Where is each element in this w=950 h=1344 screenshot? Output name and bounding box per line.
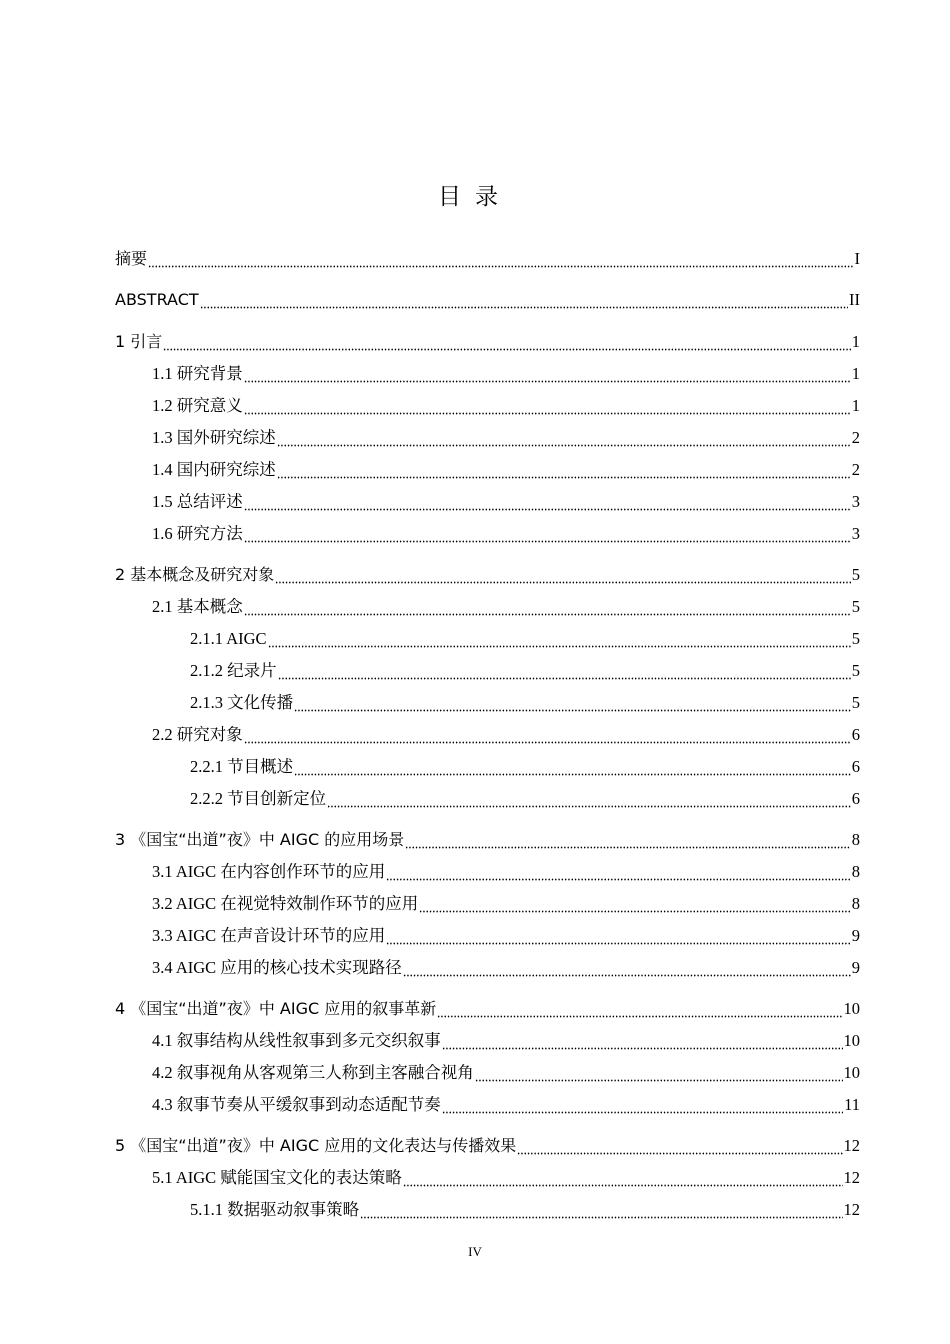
dot-leader — [244, 724, 851, 746]
toc-entry[interactable] — [152, 1165, 860, 1189]
toc-entry[interactable] — [152, 955, 860, 979]
dot-leader — [268, 628, 851, 650]
toc-entry-text: 5.1.1 数据驱动叙事策略 — [190, 1200, 360, 1219]
toc-entry[interactable] — [190, 690, 860, 714]
toc-entry-text: 3 《国宝“出道”夜》中 AIGC 的应用场景 — [115, 830, 405, 849]
toc-entry-page: 9 — [851, 958, 860, 977]
toc-entry-page: 2 — [851, 460, 860, 479]
toc-entry-text: 1.1 研究背景 — [152, 364, 243, 383]
toc-entry-text: 3.2 AIGC 在视觉特效制作环节的应用 — [152, 894, 419, 913]
dot-leader — [148, 248, 853, 270]
dot-leader — [403, 957, 851, 979]
toc-entry-page: 6 — [851, 725, 860, 744]
toc-entry-page: 9 — [851, 926, 860, 945]
toc-title: 目录 — [438, 184, 512, 210]
toc-entry[interactable] — [190, 626, 860, 650]
toc-entry[interactable] — [152, 361, 860, 385]
toc-entry-page: 5 — [851, 565, 860, 584]
toc-entry-page: 3 — [851, 492, 860, 511]
dot-leader — [294, 756, 851, 778]
toc-entry-page: 12 — [843, 1200, 860, 1219]
toc-entry-page: 12 — [843, 1168, 860, 1187]
dot-leader — [244, 491, 851, 513]
toc-entry[interactable] — [115, 827, 860, 851]
toc-entry-text: 2.1.2 纪录片 — [190, 661, 277, 680]
toc-entry-page: 11 — [844, 1095, 860, 1114]
toc-entry-text: 摘要 — [115, 249, 148, 268]
toc-entry[interactable] — [115, 287, 860, 311]
dot-leader — [517, 1135, 842, 1157]
toc-entry[interactable] — [152, 425, 860, 449]
toc-entry-page: 1 — [851, 396, 860, 415]
toc-entry-page: 5 — [851, 693, 860, 712]
dot-leader — [277, 459, 851, 481]
toc-entry-page: 6 — [851, 757, 860, 776]
toc-entry-text: 2.2.2 节目创新定位 — [190, 789, 327, 808]
dot-leader — [386, 925, 850, 947]
toc-entry[interactable] — [115, 562, 860, 586]
toc-entry[interactable] — [190, 786, 860, 810]
dot-leader — [244, 596, 851, 618]
toc-entry[interactable] — [190, 754, 860, 778]
dot-leader — [442, 1094, 843, 1116]
toc-entry[interactable] — [152, 521, 860, 545]
page-number-footer: IV — [468, 1244, 482, 1259]
dot-leader — [442, 1030, 843, 1052]
toc-entry-page: 5 — [851, 661, 860, 680]
toc-entry-text: ABSTRACT — [115, 290, 199, 309]
toc-entry-text: 2.1.3 文化传播 — [190, 693, 294, 712]
toc-entry-page: 8 — [851, 894, 860, 913]
dot-leader — [475, 1062, 843, 1084]
toc-entry[interactable] — [190, 658, 860, 682]
dot-leader — [405, 829, 850, 851]
toc-entry-page: 10 — [843, 999, 860, 1018]
dot-leader — [386, 861, 850, 883]
toc-entry-text: 3.4 AIGC 应用的核心技术实现路径 — [152, 958, 402, 977]
toc-entry[interactable] — [152, 1060, 860, 1084]
toc-entry-text: 2 基本概念及研究对象 — [115, 565, 275, 584]
toc-entry-text: 3.1 AIGC 在内容创作环节的应用 — [152, 862, 386, 881]
dot-leader — [277, 427, 851, 449]
toc-entry-text: 4.3 叙事节奏从平缓叙事到动态适配节奏 — [152, 1095, 441, 1114]
toc-entry[interactable] — [152, 891, 860, 915]
dot-leader — [419, 893, 850, 915]
dot-leader — [244, 363, 851, 385]
toc-entry-text: 1.6 研究方法 — [152, 524, 243, 543]
toc-entry-page: 5 — [851, 629, 860, 648]
toc-entry-text: 2.2.1 节目概述 — [190, 757, 294, 776]
toc-entry-text: 2.1 基本概念 — [152, 597, 243, 616]
toc-entry[interactable] — [152, 457, 860, 481]
dot-leader — [327, 788, 851, 810]
dot-leader — [244, 523, 851, 545]
toc-entry[interactable] — [152, 923, 860, 947]
dot-leader — [275, 564, 850, 586]
toc-entry-page: II — [849, 290, 860, 309]
toc-entry-text: 1.4 国内研究综述 — [152, 460, 276, 479]
toc-entry[interactable] — [152, 859, 860, 883]
toc-entry[interactable] — [115, 996, 860, 1020]
toc-entry-page: 12 — [843, 1136, 860, 1155]
toc-entry-text: 4.2 叙事视角从客观第三人称到主客融合视角 — [152, 1063, 474, 1082]
toc-entry-text: 5.1 AIGC 赋能国宝文化的表达策略 — [152, 1168, 402, 1187]
toc-entry[interactable] — [115, 1133, 860, 1157]
dot-leader — [200, 289, 848, 311]
toc-entry[interactable] — [190, 1197, 860, 1221]
toc-entry-text: 1.3 国外研究综述 — [152, 428, 276, 447]
dot-leader — [437, 998, 842, 1020]
toc-entry-page: 1 — [851, 332, 860, 351]
toc-entry-page: 3 — [851, 524, 860, 543]
toc-entry-page: 10 — [843, 1063, 860, 1082]
toc-entry-page: 6 — [851, 789, 860, 808]
dot-leader — [278, 660, 851, 682]
toc-entry-text: 1 引言 — [115, 332, 163, 351]
toc-entry-page: I — [854, 249, 860, 268]
toc-entry-page: 5 — [851, 597, 860, 616]
toc-entry[interactable] — [152, 594, 860, 618]
toc-entry-text: 2.1.1 AIGC — [190, 629, 267, 648]
toc-entry[interactable] — [152, 722, 860, 746]
toc-entry-text: 4.1 叙事结构从线性叙事到多元交织叙事 — [152, 1031, 441, 1050]
toc-entry-page: 10 — [843, 1031, 860, 1050]
toc-entry[interactable] — [152, 393, 860, 417]
toc-entry-page: 1 — [851, 364, 860, 383]
toc-entry-text: 3.3 AIGC 在声音设计环节的应用 — [152, 926, 386, 945]
toc-entry-page: 2 — [851, 428, 860, 447]
toc-entry-text: 1.2 研究意义 — [152, 396, 243, 415]
dot-leader — [294, 692, 851, 714]
toc-entry-text: 1.5 总结评述 — [152, 492, 243, 511]
toc-entry-text: 2.2 研究对象 — [152, 725, 243, 744]
toc-entry-page: 8 — [851, 830, 860, 849]
dot-leader — [163, 331, 850, 353]
toc-entry-page: 8 — [851, 862, 860, 881]
toc-entry[interactable] — [115, 246, 860, 270]
toc-entry[interactable] — [115, 329, 860, 353]
toc-entry[interactable] — [152, 489, 860, 513]
dot-leader — [360, 1199, 842, 1221]
toc-entry-text: 5 《国宝“出道”夜》中 AIGC 应用的文化表达与传播效果 — [115, 1136, 517, 1155]
toc-entry[interactable] — [152, 1028, 860, 1052]
dot-leader — [244, 395, 851, 417]
dot-leader — [403, 1167, 843, 1189]
toc-entry-text: 4 《国宝“出道”夜》中 AIGC 应用的叙事革新 — [115, 999, 437, 1018]
toc-entry[interactable] — [152, 1092, 860, 1116]
